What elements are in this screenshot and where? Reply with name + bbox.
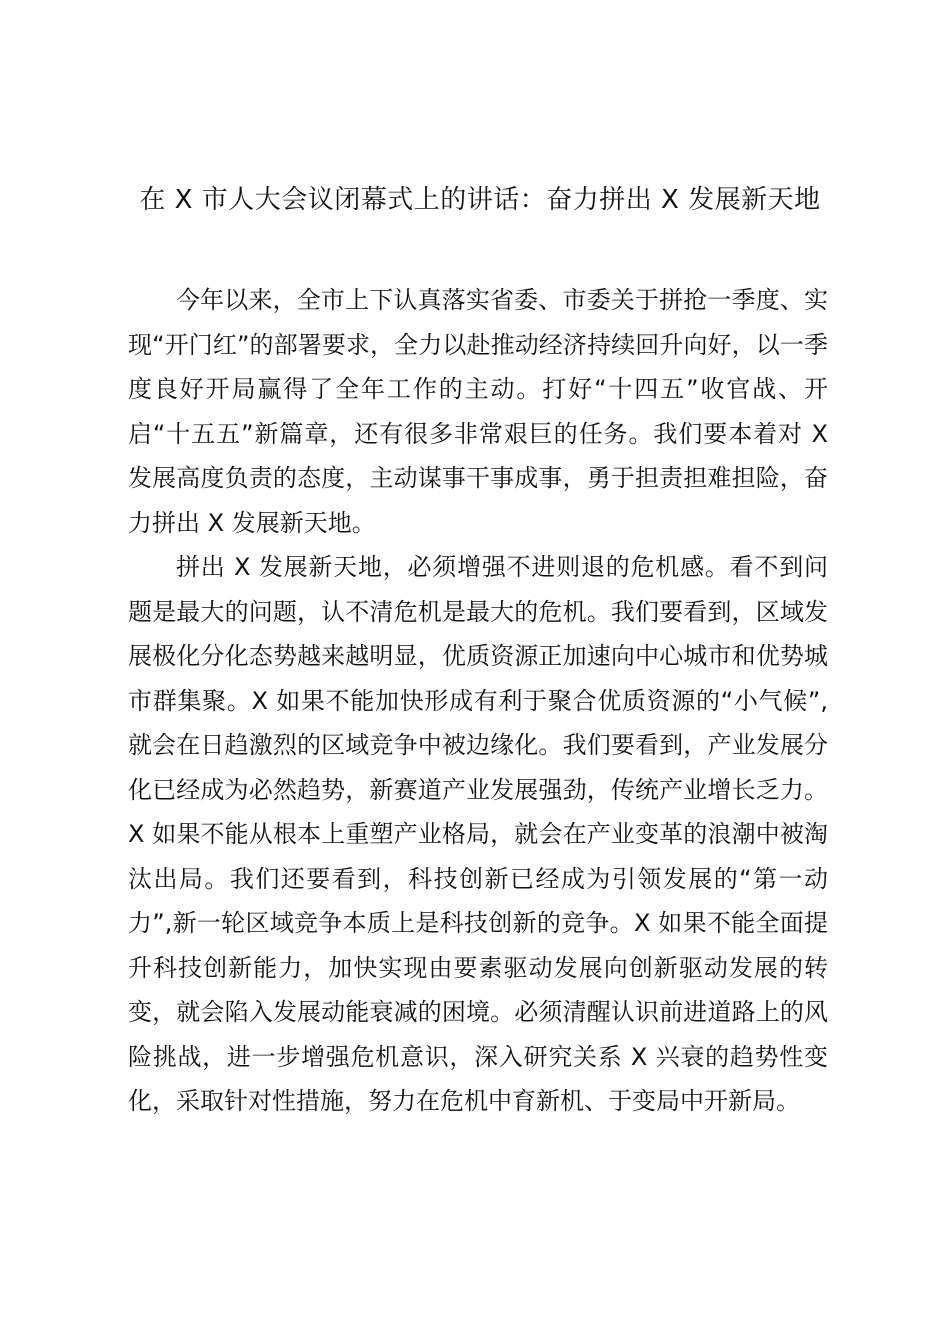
document-title: 在 X 市人大会议闭幕式上的讲话：奋力拼出 X 发展新天地 bbox=[139, 185, 821, 215]
paragraph: 今年以来，全市上下认真落实省委、市委关于拼抢一季度、实现“开门红”的部署要求，全力以赴推动经济持续回升向好，以一季度良好开局赢得了全年工作的主动。打好“十四五”收官战、开启“十五五”新篇章，还有很多非常艰巨的任务。我们要本着对 X 发展高度负责的态度，主动谋事干事成事，勇于担责担难担险，奋力拼出 X 发展新天地。 bbox=[128, 286, 828, 537]
document-body bbox=[128, 278, 828, 1124]
paragraph: 拼出 X 发展新天地，必须增强不进则退的危机感。看不到问题是最大的问题，认不清危机是最大的危机。我们要看到，区域发展极化分化态势越来越明显，优质资源正加速向中心城市和优势城市群集聚。X 如果不能加快形成有利于聚合优质资源的“小气候”,就会在日趋激烈的区域竞争中被边缘化。我们要看到，产业发展分化已经成为必然趋势，新赛道产业发展强劲，传统产业增长乏力。X 如果不能从根本上重塑产业格局，就会在产业变革的浪潮中被淘汰出局。我们还要看到，科技创新已经成为引领发展的“第一动力”,新一轮区域竞争本质上是科技创新的竞争。X 如果不能全面提升科技创新能力，加快实现由要素驱动发展向创新驱动发展的转变，就会陷入发展动能衰减的困境。必须清醒认识前进道路上的风险挑战，进一步增强危机意识，深入研究关系 X 兴衰的趋势性变化，采取针对性措施，努力在危机中育新机、于变局中开新局。 bbox=[128, 553, 828, 1115]
